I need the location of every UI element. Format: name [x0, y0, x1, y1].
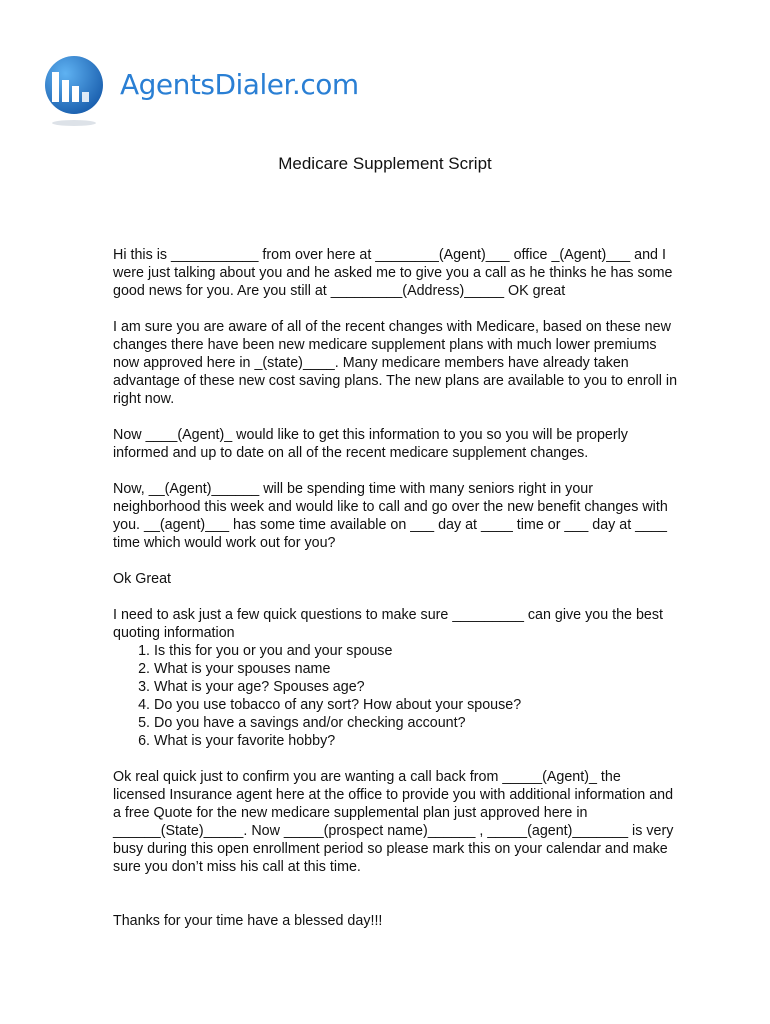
text-line: advantage of these new cost saving plans. The new plans are available to you to enroll in: [113, 373, 678, 389]
text-line: time which would work out for you?: [113, 535, 336, 551]
spacer: [113, 894, 733, 912]
text-line: licensed Insurance agent here at the office to provide you with additional information and: [113, 787, 674, 803]
text-line: Now ____(Agent)_ would like to get this information to you so you will be properly: [113, 427, 628, 443]
text-line: neighborhood this week and would like to call and go over the new benefit changes with: [113, 499, 668, 515]
bar-chart-circle-logo-icon: [44, 54, 108, 128]
text-line: Thanks for your time have a blessed day!!!: [113, 913, 383, 929]
text-line: good news for you. Are you still at _________(Address)_____ OK great: [113, 283, 566, 299]
text-line: Hi this is ___________ from over here at ________(Agent)___ office _(Agent)___ and I: [113, 247, 666, 263]
text-line: you. __(agent)___ has some time available on ___ day at ____ time or ___ day at ____: [113, 517, 667, 533]
ok-great-paragraph: [113, 570, 733, 588]
text-line: Now, __(Agent)______ will be spending time with many seniors right in your: [113, 481, 593, 497]
text-line: ______(State)_____. Now _____(prospect name)______ , _____(agent)_______ is very: [113, 823, 674, 839]
schedule-paragraph: [113, 480, 733, 552]
script-body: [113, 246, 733, 948]
question-item: 4. Do you use tobacco of any sort? How about your spouse?: [154, 696, 733, 714]
question-item: 5. Do you have a savings and/or checking account?: [154, 714, 733, 732]
question-item: 3. What is your age? Spouses age?: [154, 678, 733, 696]
text-line: busy during this open enrollment period so please mark this on your calendar and make: [113, 841, 668, 857]
intro-paragraph: [113, 246, 733, 300]
question-item: 6. What is your favorite hobby?: [154, 732, 733, 750]
question-item: 2. What is your spouses name: [154, 660, 733, 678]
text-line: were just talking about you and he asked me to give you a call as he thinks he has some: [113, 265, 673, 281]
text-line: quoting information: [113, 625, 235, 641]
text-line: sure you don’t miss his call at this time.: [113, 859, 361, 875]
document-title: Medicare Supplement Script: [278, 154, 492, 173]
info-paragraph: [113, 426, 733, 462]
text-line: Ok Great: [113, 571, 171, 587]
text-line: I am sure you are aware of all of the recent changes with Medicare, based on these new: [113, 319, 671, 335]
confirm-paragraph: [113, 768, 733, 876]
text-line: changes there have been new medicare supplement plans with much lower premiums: [113, 337, 657, 353]
text-line: informed and up to date on all of the recent medicare supplement changes.: [113, 445, 589, 461]
text-line: now approved here in _(state)____. Many medicare members have already taken: [113, 355, 629, 371]
agentsdialer-logo: [44, 54, 364, 128]
question-item: 1. Is this for you or you and your spouse: [154, 642, 733, 660]
closing-paragraph: [113, 912, 733, 930]
questions-list: [113, 642, 733, 750]
text-line: a free Quote for the new medicare supplemental plan just approved here in: [113, 805, 588, 821]
changes-paragraph: [113, 318, 733, 408]
text-line: Ok real quick just to confirm you are wanting a call back from _____(Agent)_ the: [113, 769, 621, 785]
text-line: I need to ask just a few quick questions to make sure _________ can give you the best: [113, 607, 663, 623]
text-line: right now.: [113, 391, 175, 407]
questions-intro: [113, 606, 733, 642]
logo-text: AgentsDialer.com: [120, 68, 359, 101]
